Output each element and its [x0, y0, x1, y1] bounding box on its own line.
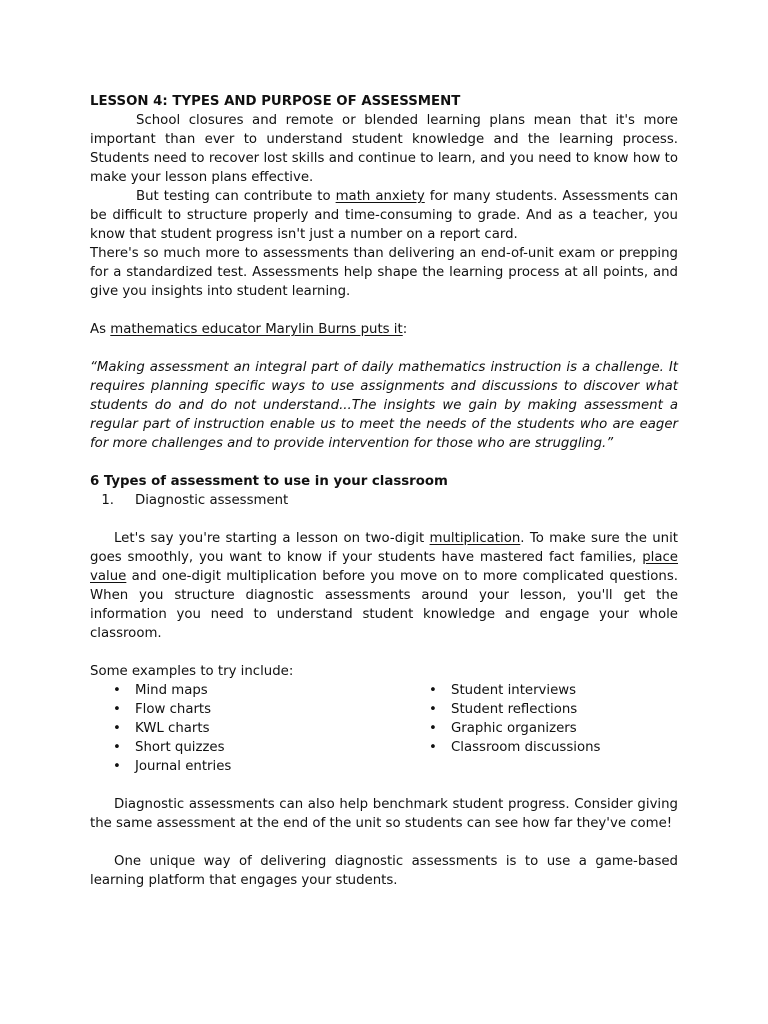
type-item-1 — [90, 491, 678, 510]
spacer — [90, 339, 678, 358]
intro-paragraph-1: School closures and remote or blended learning plans mean that it's more important than ever to understand student knowledge and the learning process. Students need to recover lost skills and continue to learn, and you need to know how to make your lesson plans effective. — [90, 113, 678, 185]
bullet-icon: • — [113, 721, 121, 736]
spacer — [90, 776, 678, 795]
list-item-label: Short quizzes — [135, 740, 225, 755]
types-heading: 6 Types of assessment to use in your classroom — [90, 474, 448, 489]
list-item-label: KWL charts — [135, 721, 210, 736]
marylin-burns-link[interactable]: mathematics educator Marylin Burns puts it — [110, 322, 403, 337]
intro-paragraph-3: There's so much more to assessments than delivering an end-of-unit exam or prepping for a standardized test. Assessments help shape the learning process at all points, and give you insights into student learning. — [90, 246, 678, 299]
list-item — [90, 738, 406, 757]
spacer — [90, 643, 678, 662]
bullet-icon: • — [113, 683, 121, 698]
list-item — [90, 681, 406, 700]
spacer — [90, 301, 678, 320]
as-educator-line — [90, 320, 678, 339]
diagnostic-paragraph-1 — [90, 529, 678, 643]
burns-quote: “Making assessment an integral part of daily mathematics instruction is a challenge. It requires planning specific ways to use assignments and discussions to discover what students do and do not understand...The insights we gain by making assessment a regular part of instruction enable us to meet the needs of the students who are eager for more challenges and to provide intervention for those who are struggling.” — [90, 360, 678, 451]
document-page — [90, 92, 678, 890]
bullet-icon: • — [113, 759, 121, 774]
bullet-icon: • — [429, 740, 437, 755]
examples-list-right — [406, 681, 600, 776]
diag-p1-text-b: . To make sure the unit goes smoothly, you want to know if your students have mastered fact families, — [90, 531, 678, 565]
list-item — [406, 681, 600, 700]
lesson-title: LESSON 4: TYPES AND PURPOSE OF ASSESSMENT — [90, 94, 461, 109]
bullet-icon: • — [429, 702, 437, 717]
diag-p1-text-a: Let's say you're starting a lesson on two-digit — [114, 531, 430, 546]
diagnostic-paragraph-2: Diagnostic assessments can also help benchmark student progress. Consider giving the same assessment at the end of the unit so students can see how far they've come! — [90, 797, 678, 831]
type-label: Diagnostic assessment — [135, 493, 289, 508]
intro-p2-text-b: for many students. Assessments can be difficult to structure properly and time-consuming to grade. And as a teacher, you know that student progress isn't just a number on a report card. — [90, 189, 678, 242]
type-number: 1. — [101, 493, 114, 508]
list-item — [406, 738, 600, 757]
list-item-label: Mind maps — [135, 683, 208, 698]
list-item — [90, 719, 406, 738]
spacer — [90, 453, 678, 472]
bullet-icon: • — [113, 702, 121, 717]
spacer — [90, 510, 678, 529]
examples-lists — [90, 681, 678, 776]
bullet-icon: • — [429, 683, 437, 698]
bullet-icon: • — [113, 740, 121, 755]
list-item — [90, 700, 406, 719]
intro-paragraph-2 — [90, 187, 678, 244]
list-item-label: Journal entries — [135, 759, 232, 774]
diag-p1-text-c: and one-digit multiplication before you move on to more complicated questions. When you structure diagnostic assessments around your lesson, you'll get the information you need to understand student knowledge and engage your whole classroom. — [90, 569, 678, 641]
bullet-icon: • — [429, 721, 437, 736]
list-item — [406, 719, 600, 738]
math-anxiety-link[interactable]: math anxiety — [335, 189, 425, 204]
list-item-label: Classroom discussions — [451, 740, 601, 755]
list-item-label: Student reflections — [451, 702, 578, 717]
place-value-link[interactable]: place value — [90, 550, 678, 584]
examples-list-left — [90, 681, 406, 776]
list-item — [90, 757, 406, 776]
as-prefix: As — [90, 322, 111, 337]
list-item-label: Flow charts — [135, 702, 212, 717]
intro-p2-text-a: But testing can contribute to — [136, 189, 336, 204]
diagnostic-paragraph-3: One unique way of delivering diagnostic assessments is to use a game-based learning platform that engages your students. — [90, 854, 678, 888]
spacer — [90, 833, 678, 852]
as-suffix: : — [402, 322, 408, 337]
list-item — [406, 700, 600, 719]
list-item-label: Student interviews — [451, 683, 577, 698]
multiplication-link[interactable]: multiplication — [429, 531, 521, 546]
list-item-label: Graphic organizers — [451, 721, 577, 736]
examples-intro: Some examples to try include: — [90, 664, 294, 679]
